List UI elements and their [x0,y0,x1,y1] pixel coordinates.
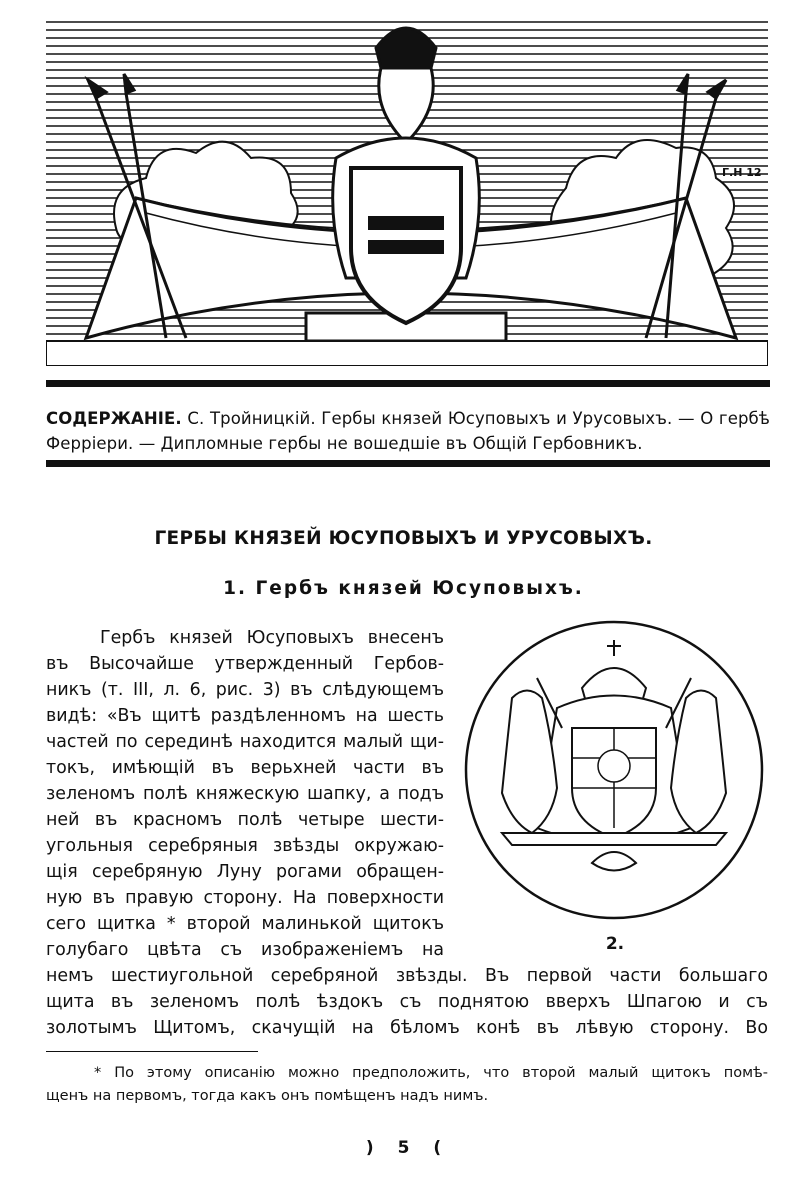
body-line: ней въ красномъ полѣ четыре шести- [46,810,444,830]
body-line: щита въ зеленомъ полѣ ѣздокъ съ поднятою вверхъ Шпагою и съ [46,992,768,1012]
section-title: 1. Гербъ князей Юсуповыхъ. [223,578,584,599]
body-line: въ Высочайше утвержденный Гербов- [46,654,444,674]
bottom-rule [46,460,770,467]
body-line: голубаго цвѣта съ изображенiемъ на [46,940,444,960]
figure-label: 2. [605,934,625,954]
article-title: ГЕРБЫ КНЯЗЕЙ ЮСУПОВЫХЪ И УРУСОВЫХЪ. [154,528,653,549]
body-line: угольныя серебряныя звѣзды окружаю- [46,836,444,856]
body-line: зеленомъ полѣ княжескую шапку, а подъ [46,784,444,804]
page-number: ) 5 ( [365,1138,442,1158]
footnote-line: * По этому описанiю можно предположить, что второй малый щитокъ помѣ- [94,1065,768,1081]
body-line: щiя серебряную Луну рогами обращен- [46,862,444,882]
body-line: токъ, имѣющiй въ верьхней части въ [46,758,444,778]
contents-text: С. Тройницкiй. Гербы князей Юсуповыхъ и Урусовыхъ. — О гербѣ Ферріери. — Дипломные гербы не вошедшiе въ Общiй Гербовникъ. [46,409,770,453]
base-scroll [502,833,726,845]
body-line: золотымъ Щитомъ, скачущiй на бѣломъ конѣ въ лѣвую сторону. Во [46,1018,768,1038]
body-line: никъ (т. III, л. 6, рис. 3) въ слѣдующемъ [46,680,444,700]
monogram: Г.Н 12 [722,166,762,179]
footnote-rule [46,1051,258,1052]
header-engraving [46,8,768,366]
contents-label: СОДЕРЖАНIЕ. [46,409,182,428]
body-line: сего щитка * второй малинькой щитокъ [46,914,444,934]
seal-illustration [462,618,766,922]
footnote-line: щенъ на первомъ, тогда какъ онъ помѣщенъ надъ нимъ. [46,1088,489,1104]
top-rule [46,380,770,387]
body-line: видѣ: «Въ щитѣ раздѣленномъ на шесть [46,706,444,726]
body-line: немъ шестиугольной серебряной звѣзды. Въ первой части большаго [46,966,768,986]
contents-box [46,406,770,456]
body-line: Гербъ князей Юсуповыхъ внесенъ [100,628,444,648]
body-line: ную въ правую сторону. На поверхности [46,888,444,908]
body-line: частей по серединѣ находится малый щи- [46,732,444,752]
